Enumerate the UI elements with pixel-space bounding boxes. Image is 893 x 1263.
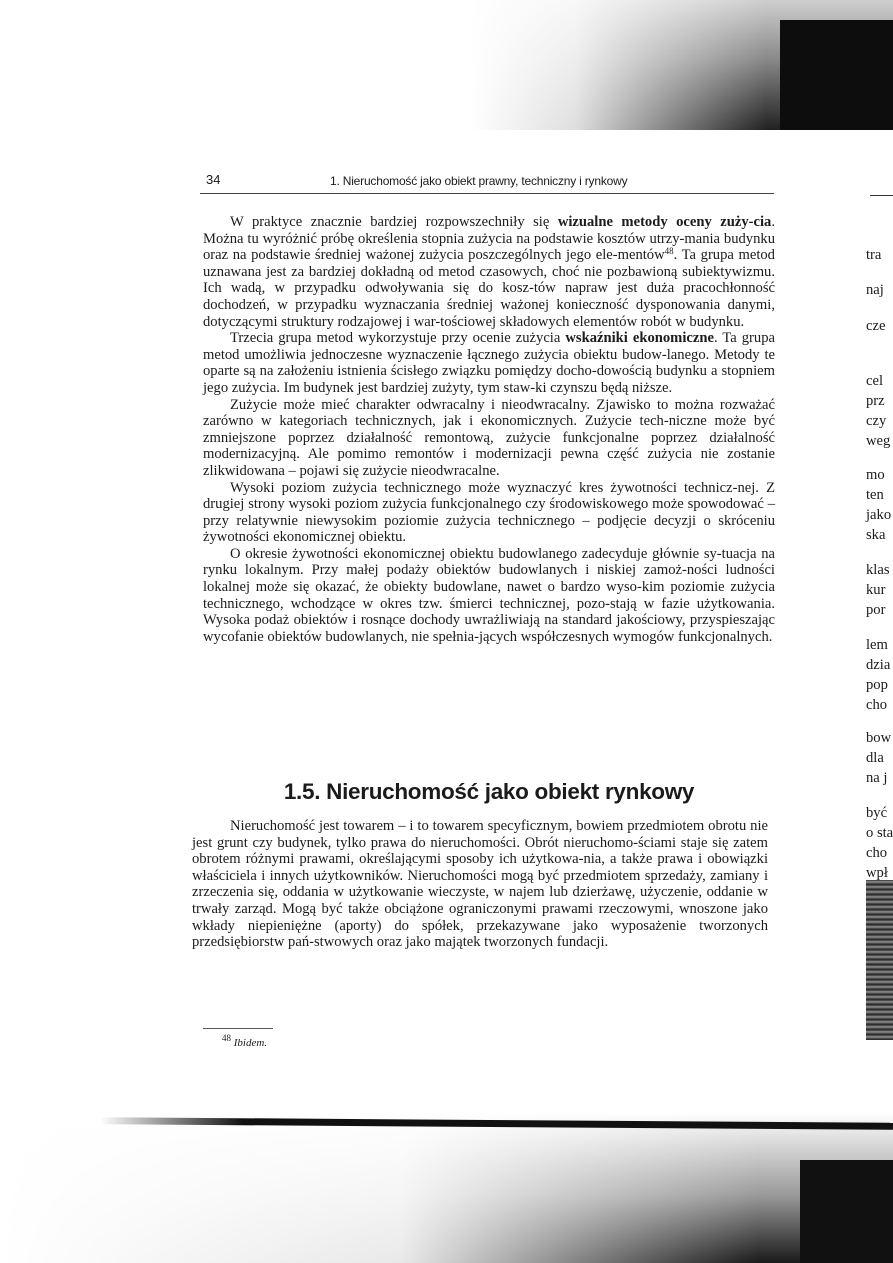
text-run: . Ta grupa metod umożliwia jednoczesne wyznaczenie łącznego zużycia obiektu budow-lanego. Metody te oparte są na założeniu istnienia ścisłego związku pomiędzy docho-dowością budynku a stopniem jego zużycia. Im budynek jest bardziej zużyty, tym staw-ki czynszu będą niższe. [203, 330, 775, 396]
footnote-text: Ibidem. [233, 1037, 268, 1049]
section-text [192, 818, 768, 951]
next-page-fragment: być [866, 805, 888, 821]
next-page-fragment: prz [866, 393, 885, 409]
section-heading: 1.5. Nieruchomość jako obiekt rynkowy [283, 779, 695, 804]
body-text [203, 214, 775, 645]
next-page-fragment: cho [866, 697, 888, 713]
next-page-fragment: ska [866, 527, 886, 543]
next-page-fragment: tra [866, 247, 882, 263]
paragraph: Wysoki poziom zużycia technicznego może wyznaczyć kres żywotności technicz-nej. Z drugiej strony wysoki poziom zużycia funkcjonalnego czy środowiskowego może spowodować – przy relatywnie niewysokim poziomie zużycia technicznego – podjęcie decyzji o skróceniu żywotności ekonomicznej obiektu. [203, 479, 775, 546]
next-page-fragment: dla [866, 750, 884, 766]
next-page-fragment: na j [866, 770, 888, 786]
scan-shadow-bottom-dark [800, 1160, 893, 1263]
paragraph [203, 330, 775, 396]
next-page-fragment: ten [866, 487, 884, 503]
next-page-fragment: lem [866, 637, 888, 653]
next-page-fragment: cel [866, 373, 884, 389]
next-page-fragment: jako [866, 507, 892, 523]
paragraph: Zużycie może mieć charakter odwracalny i nieodwracalny. Zjawisko to można rozważać zarówno w kategoriach technicznych, jak i ekonomicznych. Zużycie tech-niczne może być zmniejszone poprzez działalność remontową, zużycie funkcjonalne poprzez działalność modernizacyjną. Ale pomimo remontów i modernizacji pewna część zużycia nie zostanie zlikwidowana – pojawi się zużycie nieodwracalne. [203, 396, 775, 479]
next-page-fragment: dzia [866, 657, 891, 673]
emphasis: wskaźniki ekonomiczne [565, 330, 714, 347]
next-page-fragment: pop [866, 677, 888, 693]
paragraph: Nieruchomość jest towarem – i to towarem specyficznym, bowiem przedmiotem obrotu nie jest grunt czy budynek, tylko prawa do nieruchomości. Obrót nieruchomo-ściami staje się zatem obrotem różnymi prawami, określającymi sposoby ich użytkowa-nia, a także prawa i obowiązki właściciela i innych użytkowników. Nieruchomości mogą być przedmiotem sprzedaży, zamiany i zrzeczenia się, oddania w użytkowanie wieczyste, w najem lub dzierżawę, użyczenie, oddanie w trwały zarząd. Mogą być także obciążone ograniczonymi prawami rzeczowymi, wnoszone jako wkłady niepieniężne (aporty) do spółek, przekazywane jako wyposażenie tworzonych przedsiębiorstw pań-stwowych oraz jako majątek tworzonych fundacji. [192, 818, 768, 951]
paragraph [203, 214, 775, 330]
next-page-fragment: weg [866, 433, 891, 449]
next-page-fragment: por [866, 602, 886, 618]
next-page-fragment: cho [866, 845, 888, 861]
next-page-fragment: naj [866, 282, 884, 298]
header-rule [200, 193, 774, 194]
scan-shadow-top-dark [780, 20, 893, 130]
chapter-title: 1. Nieruchomość jako obiekt prawny, techniczny i rynkowy [330, 174, 628, 188]
footnote-ref: 48 [664, 246, 674, 257]
scan-shadow-bottom [0, 1112, 893, 1263]
footnote [222, 1033, 268, 1049]
emphasis: wizualne metody oceny zuży-cia [557, 214, 772, 230]
page-number: 34 [206, 172, 221, 187]
footnote-rule [203, 1028, 273, 1029]
next-page-fragment: wpł [866, 865, 888, 881]
text-run: W praktyce znacznie bardziej rozpowszechniły się [230, 214, 558, 230]
next-page-fragment: klas [866, 562, 890, 578]
scan-edge-strip [866, 880, 893, 1040]
running-header [206, 172, 776, 194]
text-run: Trzecia grupa metod wykorzystuje przy ocenie zużycia [230, 330, 566, 347]
next-page-fragment: bow [866, 730, 892, 746]
text-run: . Ta grupa metod uznawana jest za bardziej dokładną od metod czasowych, choć nie pozbawioną subiektywizmu. Ich wadą, w przypadku odwoływania się do kosz-tów napraw jest duża pracochłonność dochodzeń, w przypadku wyznaczania średniej ważonej konieczność dysponowania danymi, dotyczącymi struktury rodzajowej i war-tościowej składowych elementów robót w budynku. [203, 247, 775, 330]
next-page-rule [870, 195, 893, 196]
next-page-fragment: mo [866, 467, 885, 483]
footnote-number: 48 [222, 1033, 231, 1043]
text-run: . Można tu wyróżnić próbę określenia stopnia zużycia na podstawie kosztów utrzy-mania budynku oraz na podstawie średniej ważonej zużycia poszczególnych jego ele-mentów [203, 214, 775, 264]
next-page-fragment: o sta [866, 825, 893, 841]
next-page-fragment: cze [866, 318, 886, 334]
paragraph: O okresie żywotności ekonomicznej obiektu budowlanego zadecyduje głównie sy-tuacja na rynku lokalnym. Przy małej podaży obiektów budowlanych i niskiej zamoż-ności ludności lokalnej może się okazać, że obiekty budowlane, nawet o bardzo wyso-kim poziomie zużycia technicznego, wchodzące w okres tzw. śmierci technicznej, pozo-stają w fazie użytkowania. Wysoka podaż obiektów i rosnące dochody uwrażliwiają na standard jakościowy, przyspieszając wycofanie obiektów budowlanych, nie spełnia-jących współczesnych wymogów funkcjonalnych. [203, 545, 775, 645]
next-page-fragment: czy [866, 413, 887, 429]
next-page-fragment: kur [866, 582, 886, 598]
